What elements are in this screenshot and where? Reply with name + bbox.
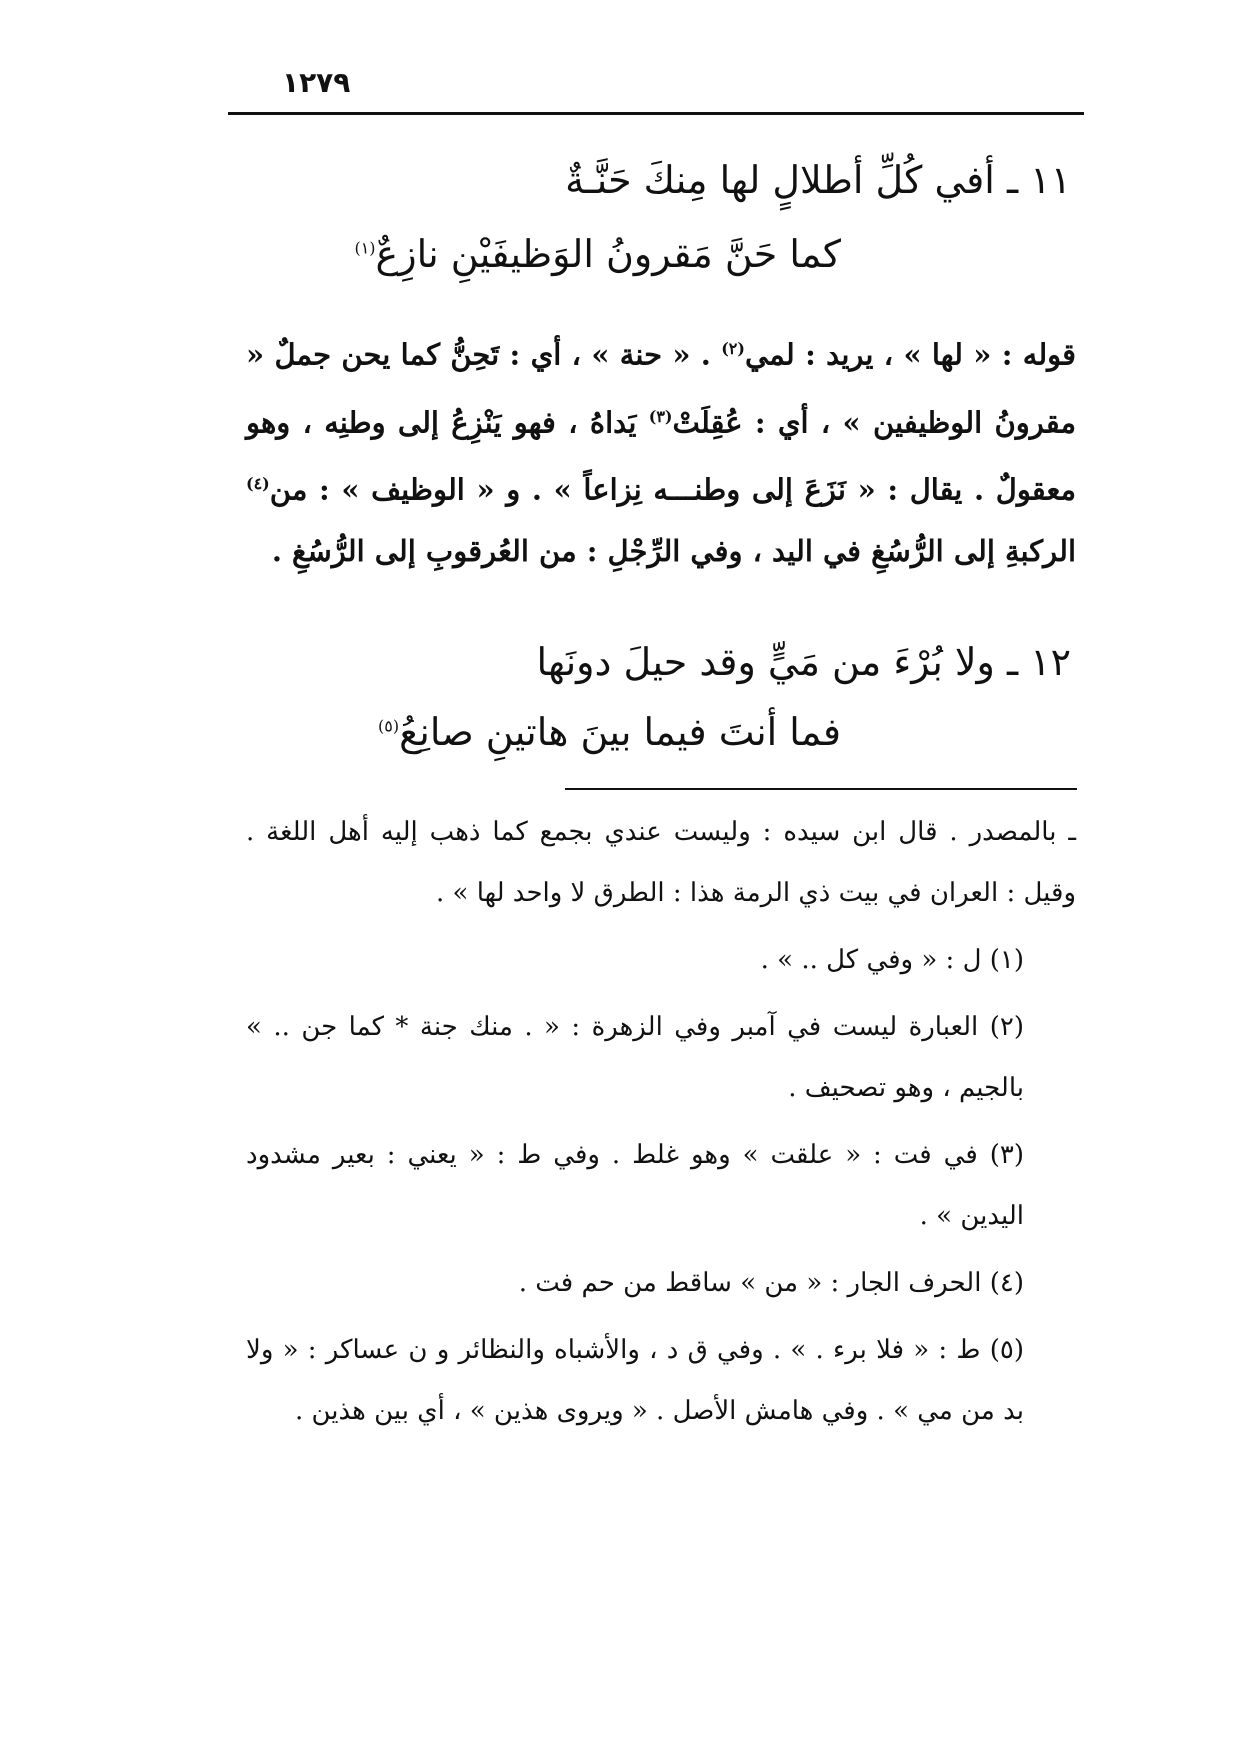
commentary-text: الركبةِ إلى الرُّسُغِ في اليد ، وفي الرِّجْلِ : من العُرقوبِ إلى الرُّسُغِ .	[271, 533, 1076, 568]
footnote-ref: (٤)	[246, 474, 270, 494]
verse-12-second-hemistich	[378, 710, 841, 754]
commentary-text: . « حنة » ، أي : تَحِنُّ كما يحن جملٌ « مقرونُ الوظيفين » ، أي : عُقِلَتْ	[246, 337, 1076, 440]
footnote-2: (٢) العبارة ليست في آمبر وفي الزهرة : « . منك جنة * كما جن .. » بالجيم ، وهو تصحيف .	[246, 1012, 1024, 1103]
footnote-ref: (٣)	[648, 406, 673, 426]
footnotes	[246, 802, 1076, 1448]
verse-11-first-hemistich: ١١ ـ أفي كُلِّ أطلالٍ لها مِنكَ حَنَّـةٌ	[565, 158, 1071, 202]
footnote-ref: (٥)	[377, 716, 400, 736]
footnote-continuation: ـ بالمصدر . قال ابن سيده : وليست عندي بجمع كما ذهب إليه أهل اللغة . وقيل : العران في بيت ذي الرمة هذا : الطرق لا واحد لها » .	[246, 817, 1076, 908]
footnote-1: (١) ل : « وفي كل .. » .	[760, 945, 1024, 975]
commentary-paragraph	[246, 318, 1076, 582]
footnote-ref: (٢)	[721, 339, 745, 358]
verse-text: كما حَنَّ مَقرونُ الوَظيفَيْنِ نازِعٌ	[375, 232, 841, 276]
page-number: ١٢٧٩	[282, 66, 351, 99]
header-rule	[228, 112, 1084, 115]
footnote-ref: (١)	[354, 238, 376, 258]
footnote-3: (٣) في فت : « علقت » وهو غلط . وفي ط : « يعني : بعير مشدود اليدين » .	[246, 1140, 1024, 1231]
footnote-5: (٥) ط : « فلا برء . » . وفي ق د ، والأشباه والنظائر و ن عساكر : « ولا بد من مي » . وفي هامش الأصل . « ويروى هذين » ، أي بين هذين .	[246, 1335, 1024, 1426]
footnote-4: (٤) الحرف الجار : « من » ساقط من حم فت .	[518, 1268, 1024, 1298]
commentary-text: قوله : « لها » ، يريد : لمي	[744, 337, 1076, 372]
verse-11-second-hemistich	[354, 232, 841, 276]
footnotes-rule	[565, 788, 1077, 790]
commentary-text: يَداهُ ، فهو يَنْزِعُ إلى وطنِه ، وهو معقولٌ . يقال : « نَزَعَ إلى وطنـــه نِزاعاً » . و « الوظيف » : من	[246, 405, 1076, 507]
commentary	[246, 318, 1076, 582]
verse-text: فما أنتَ فيما بينَ هاتينِ صانِعُ	[399, 710, 841, 754]
verse-12-first-hemistich: ١٢ ـ ولا بُرْءَ من مَيٍّ وقد حيلَ دونَها	[536, 640, 1071, 684]
